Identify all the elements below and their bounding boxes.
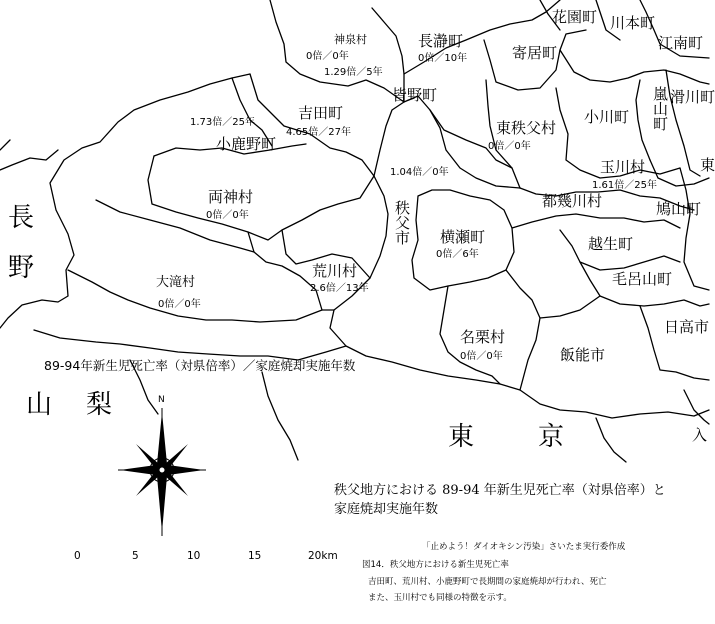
scale-tick-5: 5 <box>132 550 139 562</box>
muni-label-moroyama: 毛呂山町 <box>612 270 673 288</box>
muni-label-naguri: 名栗村 <box>460 328 506 346</box>
prefecture-label-nagano: 長 野 <box>8 203 35 283</box>
stat-ogano: 1.73倍／25年 <box>190 117 255 128</box>
stat-yokoze: 0倍／6年 <box>436 249 479 260</box>
figure-note-line-1: 図14．秩父地方における新生児死亡率 <box>362 560 509 570</box>
stat-tamagawa: 1.61倍／25年 <box>592 180 657 191</box>
compass-north-label: N <box>158 395 165 405</box>
stat-ryokami: 0倍／0年 <box>206 210 249 221</box>
muni-label-namegawa: 滑川町 <box>670 88 715 106</box>
muni-label-kamiizumi: 神泉村 <box>334 33 367 46</box>
muni-label-ogawa: 小川町 <box>584 108 630 126</box>
prefecture-label-yamanashi-1: 山 <box>26 390 53 420</box>
caption-line-2: 家庭焼却実施年数 <box>334 502 439 517</box>
stat-higashichichibu: 0倍／0年 <box>488 141 531 152</box>
muni-label-chichibu: 秩父市 <box>393 200 411 245</box>
stat-yoshida: 4.65倍／27年 <box>286 127 351 138</box>
figure-note-line-3: また、玉川村でも同様の特徴を示す。 <box>368 593 512 603</box>
muni-label-konan: 江南町 <box>658 34 704 52</box>
compass-rose-icon <box>114 395 210 540</box>
map-legend: 89-94年新生児死亡率（対県倍率）／家庭焼却実施年数 <box>44 358 356 373</box>
prefecture-label-tokyo-2: 京 <box>538 422 565 452</box>
muni-label-ryokami: 両神村 <box>208 188 254 206</box>
stat-nagatoro: 0倍／10年 <box>418 53 468 64</box>
stat-chichibu: 1.04倍／0年 <box>390 167 449 178</box>
scale-tick-10: 10 <box>187 550 201 562</box>
muni-label-yorii: 寄居町 <box>512 44 558 62</box>
muni-label-hanazono: 花園町 <box>552 8 598 26</box>
muni-label-tokigawa: 都幾川村 <box>542 192 603 210</box>
muni-label-iruma: 入 <box>692 426 708 444</box>
prefecture-label-yamanashi-2: 梨 <box>86 390 113 420</box>
muni-label-ogano: 小鹿野町 <box>216 135 277 153</box>
stat-otaki: 0倍／0年 <box>158 299 201 310</box>
caption-line-1: 秩父地方における 89-94 年新生児死亡率（対県倍率）と <box>334 483 666 498</box>
scale-tick-0: 0 <box>74 550 81 562</box>
muni-label-hidaka: 日高市 <box>664 318 710 336</box>
muni-label-nagatoro: 長瀞町 <box>418 32 464 50</box>
source-note: 「止めよう！ダイオキシン汚染」さいたま実行委作成 <box>422 542 626 552</box>
muni-label-yokoze: 横瀬町 <box>440 228 486 246</box>
muni-label-kawamoto: 川本町 <box>610 14 656 32</box>
muni-label-arakawa: 荒川村 <box>312 262 358 280</box>
muni-label-higashichichibu: 東秩父村 <box>496 119 557 137</box>
stat-kamiizumi: 0倍／0年 <box>306 51 349 62</box>
muni-label-hanno: 飯能市 <box>560 346 606 364</box>
scale-tick-20: 20km <box>308 550 338 562</box>
muni-label-yoshida: 吉田町 <box>298 104 344 122</box>
muni-label-edge-east: 東 <box>700 156 715 174</box>
figure-note-line-2: 吉田町、荒川村、小鹿野町で長期間の家庭焼却が行われ、死亡 <box>368 577 607 587</box>
prefecture-label-tokyo-1: 東 <box>448 422 475 452</box>
muni-label-tamagawa: 玉川村 <box>600 158 646 176</box>
muni-label-hatoyama: 鳩山町 <box>656 200 702 218</box>
muni-label-ogose: 越生町 <box>588 235 634 253</box>
stat-minano: 1.29倍／5年 <box>324 67 383 78</box>
stat-naguri: 0倍／0年 <box>460 351 503 362</box>
stat-arakawa: 2.6倍／13年 <box>310 283 369 294</box>
muni-label-otaki: 大滝村 <box>156 275 196 290</box>
muni-label-minano: 皆野町 <box>392 86 438 104</box>
muni-label-ranzan: 嵐山町 <box>651 86 669 131</box>
scale-tick-15: 15 <box>248 550 262 562</box>
